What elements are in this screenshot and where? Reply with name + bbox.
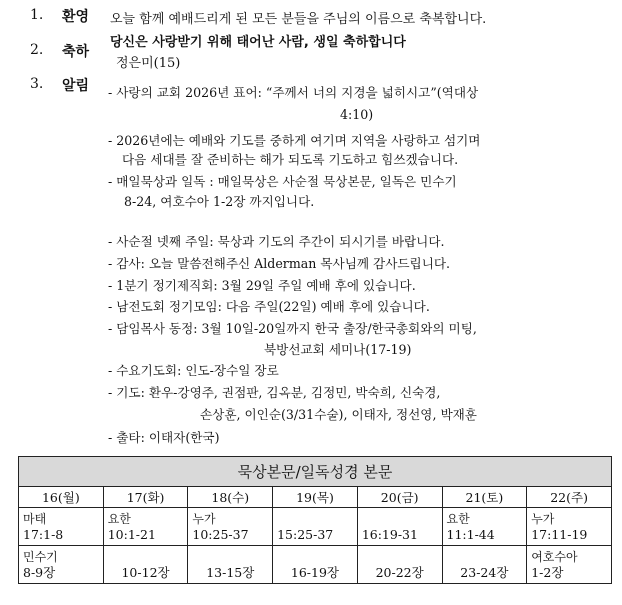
reading-ref: 16-19장 <box>290 565 340 580</box>
meditation-book: 요한 <box>446 512 470 526</box>
welcome-text: 오늘 함께 예배드리게 된 모든 분들을 주님의 이름으로 축복합니다. <box>110 12 487 27</box>
meditation-row <box>19 508 612 546</box>
reading-ref: 1-2장 <box>531 565 564 580</box>
section-number-welcome: 1. <box>30 7 44 23</box>
announcement-line: - 감사: 오늘 말씀전해주신 Alderman 목사님께 감사드립니다. <box>108 256 451 271</box>
meditation-cell <box>527 508 612 546</box>
reading-cell <box>357 546 442 584</box>
reading-ref: 10-12장 <box>121 565 170 580</box>
section-number-announcements: 3. <box>30 76 44 92</box>
reading-table <box>18 456 612 584</box>
reading-cell <box>103 546 188 584</box>
reading-cell <box>273 546 358 584</box>
meditation-ref: 10:1-21 <box>107 527 156 542</box>
announcement-line: - 기도: 환우-강영주, 권점판, 김옥분, 김정민, 박숙희, 신숙경, <box>108 385 441 400</box>
announcement-line: - 담임목사 동정: 3월 10일-20일까지 한국 출장/한국총회와의 미팅, <box>108 321 477 336</box>
reading-ref: 8-9장 <box>23 565 56 580</box>
reading-ref: 13-15장 <box>206 565 255 580</box>
reading-ref: 23-24장 <box>460 565 509 580</box>
reading-book: 민수기 <box>23 550 58 564</box>
announcement-line: - 매일묵상과 일독 : 매일묵상은 사순절 묵상본문, 일독은 민수기 <box>108 174 457 189</box>
announcement-line: - 사순절 넷째 주일: 묵상과 기도의 주간이 되시기를 바랍니다. <box>108 234 445 249</box>
meditation-ref: 16:19-31 <box>361 527 418 542</box>
announcement-line: 북방선교회 세미나(17-19) <box>264 342 412 357</box>
announcement-line: 8-24, 여호수아 1-2장 까지입니다. <box>124 194 315 209</box>
reading-cell <box>188 546 273 584</box>
reading-cell <box>442 546 527 584</box>
meditation-cell <box>188 508 273 546</box>
announcement-line: 다음 세대를 잘 준비하는 해가 되도록 기도하고 힘쓰겠습니다. <box>122 152 459 167</box>
meditation-ref: 17:1-8 <box>23 527 64 542</box>
reading-row <box>19 546 612 584</box>
meditation-book: 누가 <box>531 512 555 526</box>
birthday-message: 당신은 사랑받기 위해 태어난 사람, 생일 축하합니다 <box>110 35 406 50</box>
day-header: 18(수) <box>188 487 273 508</box>
reading-ref: 20-22장 <box>375 565 424 580</box>
meditation-cell <box>442 508 527 546</box>
meditation-book: 요한 <box>107 512 131 526</box>
meditation-cell <box>103 508 188 546</box>
announcement-line: 손상훈, 이인순(3/31수술), 이태자, 정선영, 박재훈 <box>200 407 477 422</box>
reading-table-title: 묵상본문/일독성경 본문 <box>19 457 612 487</box>
meditation-cell <box>273 508 358 546</box>
section-title-birthday: 축하 <box>62 44 90 60</box>
section-number-birthday: 2. <box>30 42 44 58</box>
announcement-line: - 1분기 정기제직회: 3월 29일 주일 예배 후에 있습니다. <box>108 278 416 293</box>
reading-book: 여호수아 <box>531 550 578 564</box>
day-header: 16(월) <box>19 487 104 508</box>
announcement-line: - 남전도회 정기모임: 다음 주일(22일) 예배 후에 있습니다. <box>108 299 430 314</box>
day-header: 22(주) <box>527 487 612 508</box>
meditation-cell <box>357 508 442 546</box>
day-header: 20(금) <box>357 487 442 508</box>
day-header: 19(목) <box>273 487 358 508</box>
section-title-announcements: 알림 <box>62 78 90 94</box>
announcement-line: 4:10) <box>340 107 374 122</box>
announcement-line: - 사랑의 교회 2026년 표어: “주께서 너의 지경을 넓히시고”(역대상 <box>108 85 479 100</box>
meditation-ref: 10:25-37 <box>192 527 249 542</box>
meditation-book: 마태 <box>23 512 47 526</box>
meditation-cell <box>19 508 104 546</box>
birthday-name: 정은미(15) <box>116 56 181 71</box>
meditation-book: 누가 <box>192 512 216 526</box>
announcement-line: - 출타: 이태자(한국) <box>108 430 220 445</box>
reading-cell <box>19 546 104 584</box>
day-header: 17(화) <box>103 487 188 508</box>
meditation-ref: 11:1-44 <box>446 527 495 542</box>
announcement-line: - 2026년에는 예배와 기도를 중하게 여기며 지역을 사랑하고 섬기며 <box>108 133 481 148</box>
announcement-line: - 수요기도회: 인도-장수일 장로 <box>108 363 279 378</box>
meditation-ref: 15:25-37 <box>277 527 334 542</box>
reading-cell <box>527 546 612 584</box>
section-title-welcome: 환영 <box>62 9 90 25</box>
meditation-ref: 17:11-19 <box>531 527 588 542</box>
day-header: 21(토) <box>442 487 527 508</box>
